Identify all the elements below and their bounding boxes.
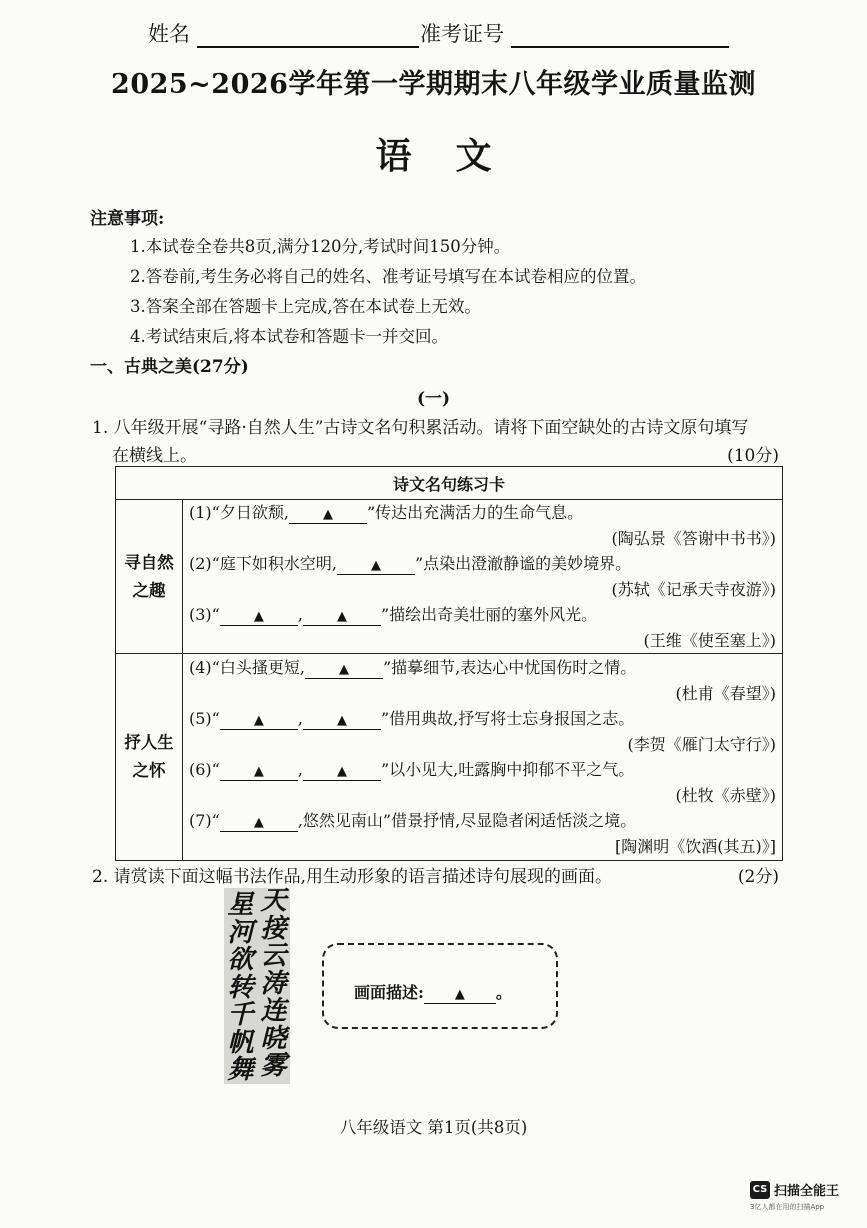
category-nature [116, 500, 183, 654]
triangle-icon: ▲ [338, 662, 349, 677]
description-label: 画面描述: [354, 983, 424, 1002]
answer-blank[interactable] [303, 709, 381, 730]
triangle-icon: ▲ [336, 609, 347, 624]
name-label: 姓名 [148, 22, 190, 46]
item-7: (7)“ ▲ ,悠然见南山”借景抒情,尽显隐者闲适恬淡之境。 [189, 811, 637, 830]
answer-blank[interactable] [303, 760, 381, 781]
category-label: 寻自然之趣 [124, 552, 174, 600]
item-6-source: (杜牧《赤壁》) [675, 785, 776, 805]
question-1-text: 1. 八年级开展“寻路·自然人生”古诗文名句积累活动。请将下面空缺处的古诗文原句填写 [92, 418, 749, 438]
part-heading: (一) [416, 389, 451, 409]
camscanner-icon: CS [750, 1181, 770, 1199]
exam-title: 2025~2026学年第一学期期末八年级学业质量监测 [111, 69, 756, 100]
calligraphy-column-1: 天 接 云 涛 连 晓 雾 [260, 886, 287, 1081]
subject-title: 语文 [375, 135, 536, 177]
calligraphy-column-2: 星 河 欲 转 千 帆 舞 [227, 890, 254, 1085]
id-underline [511, 24, 729, 48]
answer-blank[interactable] [289, 503, 367, 524]
triangle-icon: ▲ [253, 713, 264, 728]
answer-blank[interactable] [220, 605, 298, 626]
triangle-icon: ▲ [370, 558, 381, 573]
poetry-card [115, 466, 783, 861]
item-3-source: (王维《使至塞上》) [643, 630, 776, 650]
id-field [420, 18, 729, 48]
category-life [116, 654, 183, 861]
answer-blank[interactable] [303, 605, 381, 626]
name-underline [197, 24, 419, 48]
triangle-icon: ▲ [322, 507, 333, 522]
question-2-points: (2分) [737, 867, 779, 887]
id-label: 准考证号 [420, 22, 504, 46]
item-3: (3)“ ▲ , ▲ ”描绘出奇美壮丽的塞外风光。 [189, 605, 598, 624]
notice-heading: 注意事项: [90, 209, 165, 229]
page-footer: 八年级语文 第1页(共8页) [339, 1118, 528, 1137]
card-title: 诗文名句练习卡 [116, 467, 783, 500]
item-4-source: (杜甫《春望》) [675, 683, 776, 703]
notice-item: 1.本试卷全卷共8页,满分120分,考试时间150分钟。 [130, 237, 511, 256]
calligraphy-image [224, 888, 290, 1084]
notice-item: 2.答卷前,考生务必将自己的姓名、准考证号填写在本试卷相应的位置。 [130, 267, 646, 286]
item-6: (6)“ ▲ , ▲ ”以小见大,吐露胸中抑郁不平之气。 [189, 760, 635, 779]
item-2: (2)“庭下如积水空明, ▲ ”点染出澄澈静谧的美妙境界。 [189, 554, 632, 573]
description-line: 画面描述: ▲ 。 [354, 983, 512, 1002]
name-field [148, 18, 419, 48]
group-nature [183, 500, 783, 654]
notice-item: 3.答案全部在答题卡上完成,答在本试卷上无效。 [130, 297, 481, 316]
question-2-text: 2. 请赏读下面这幅书法作品,用生动形象的语言描述诗句展现的画面。 [92, 867, 613, 887]
item-5-source: (李贺《雁门太守行》) [627, 734, 776, 754]
answer-blank[interactable] [424, 983, 496, 1004]
answer-blank[interactable] [305, 658, 383, 679]
answer-blank[interactable] [337, 554, 415, 575]
notice-item: 4.考试结束后,将本试卷和答题卡一并交回。 [130, 327, 448, 346]
triangle-icon: ▲ [253, 764, 264, 779]
question-1-points: (10分) [727, 446, 779, 466]
item-2-source: (苏轼《记承天寺夜游》) [611, 579, 776, 599]
question-1-text-cont: 在横线上。 [112, 446, 197, 466]
triangle-icon: ▲ [336, 764, 347, 779]
triangle-icon: ▲ [336, 713, 347, 728]
scanner-subtitle: 3亿人都在用的扫描App [750, 1203, 825, 1211]
item-5: (5)“ ▲ , ▲ ”借用典故,抒写将士忘身报国之志。 [189, 709, 635, 728]
group-life [183, 654, 783, 861]
answer-blank[interactable] [220, 811, 298, 832]
item-1-source: (陶弘景《答谢中书书》) [611, 528, 776, 548]
item-7-source: [陶渊明《饮酒(其五)》] [615, 836, 776, 856]
answer-blank[interactable] [220, 760, 298, 781]
scanner-name: 扫描全能王 [774, 1184, 840, 1199]
section-heading: 一、古典之美(27分) [90, 357, 249, 377]
scanner-watermark [750, 1180, 839, 1199]
triangle-icon: ▲ [253, 609, 264, 624]
answer-blank[interactable] [220, 709, 298, 730]
triangle-icon: ▲ [454, 987, 465, 1002]
category-label: 抒人生之怀 [124, 733, 174, 780]
item-4: (4)“白头搔更短, ▲ ”描摹细节,表达心中忧国伤时之情。 [189, 658, 637, 677]
item-1: (1)“夕日欲颓, ▲ ”传达出充满活力的生命气息。 [189, 503, 584, 522]
triangle-icon: ▲ [253, 815, 264, 830]
